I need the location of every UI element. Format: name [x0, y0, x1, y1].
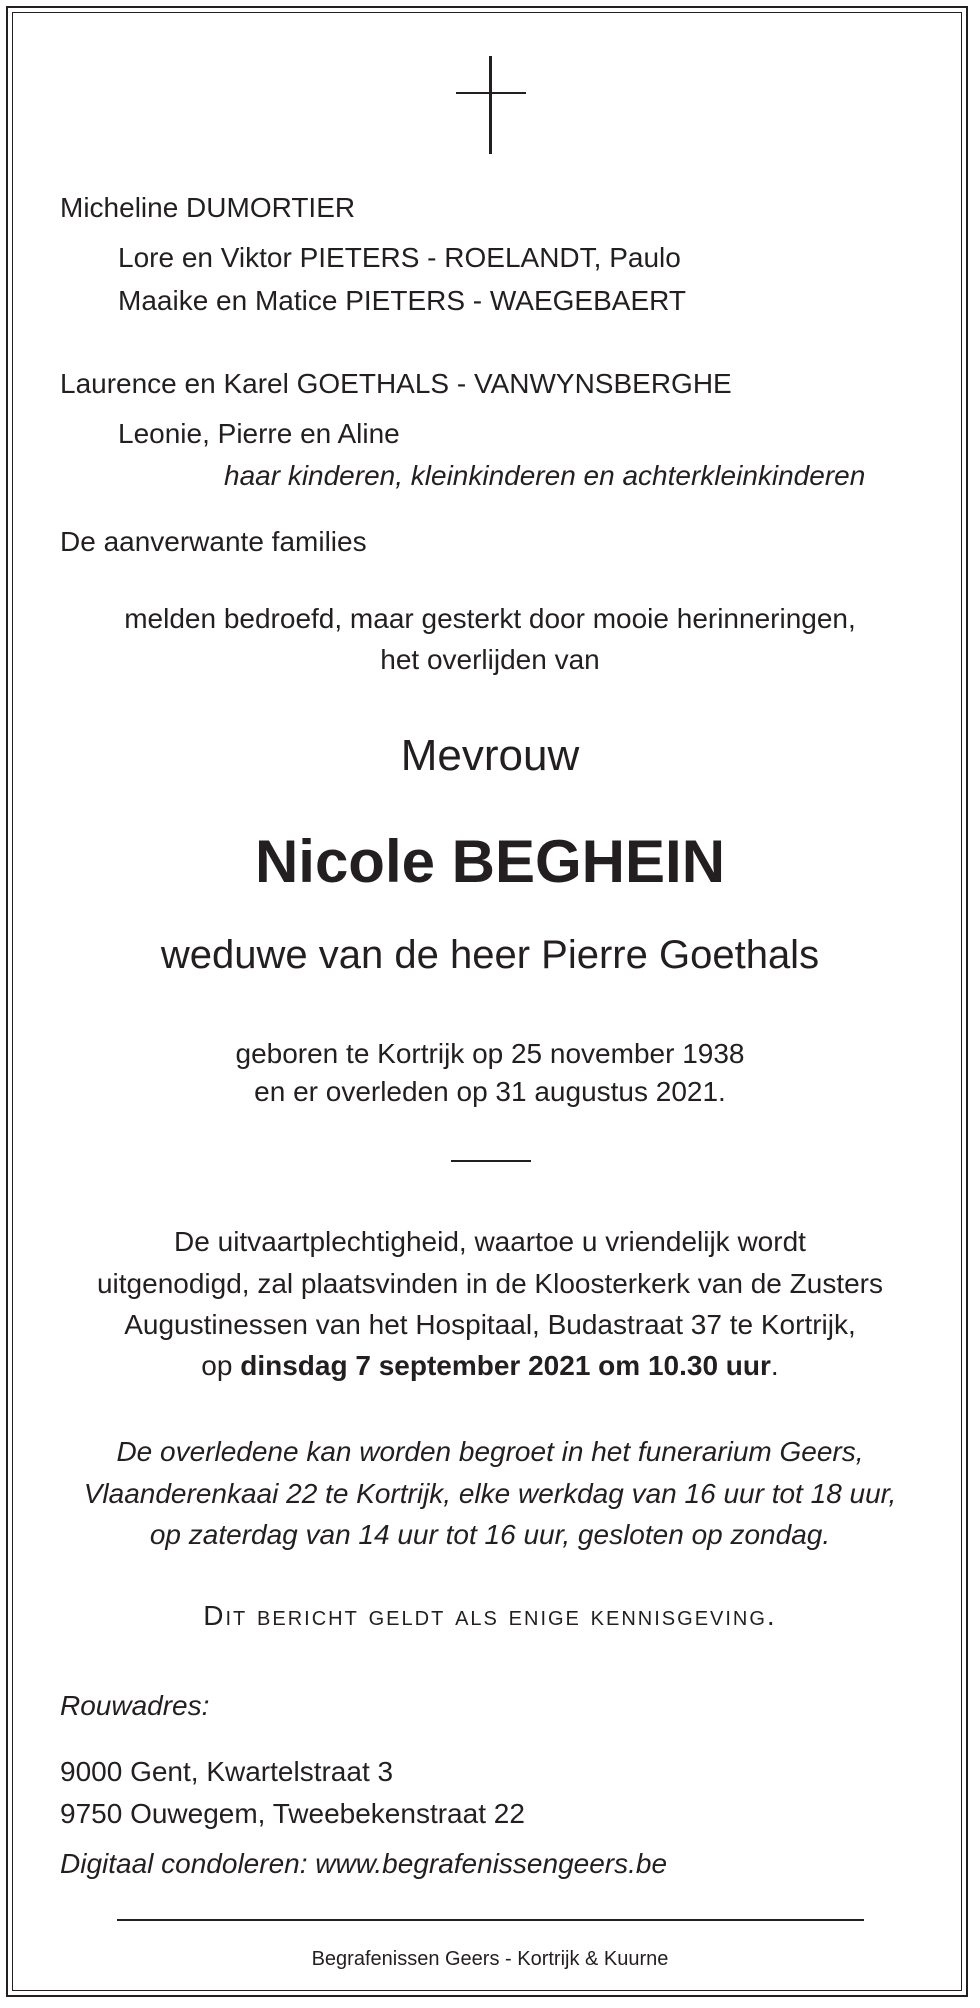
family-relation: haar kinderen, kleinkinderen en achterkleinkinderen: [224, 460, 866, 491]
visitation-line3: op zaterdag van 14 uur tot 16 uur, gesloten op zondag.: [149, 1519, 831, 1550]
relatives: De aanverwante families: [60, 526, 367, 557]
family-group1-head: Micheline DUMORTIER: [60, 192, 356, 223]
address-line2: 9750 Ouwegem, Tweebekenstraat 22: [60, 1798, 525, 1829]
funeral-line1: De uitvaartplechtigheid, waartoe u vriendelijk wordt: [174, 1226, 806, 1257]
cross-icon: [456, 56, 526, 154]
address-line1: 9000 Gent, Kwartelstraat 3: [60, 1756, 394, 1787]
announcement-line1: melden bedroefd, maar gesterkt door mooie herinneringen,: [124, 603, 856, 634]
funeral-line4: [0, 1348, 980, 1384]
salutation: Mevrouw: [400, 731, 580, 780]
deceased-name: Nicole BEGHEIN: [254, 828, 726, 895]
funeral-line3: Augustinessen van het Hospitaal, Budastraat 37 te Kortrijk,: [124, 1309, 856, 1340]
address-label: Rouwadres:: [60, 1690, 210, 1721]
footer-divider: [117, 1919, 864, 1921]
widow-of: weduwe van de heer Pierre Goethals: [160, 933, 820, 977]
born-line: geboren te Kortrijk op 25 november 1938: [235, 1038, 745, 1069]
condolences-line: Digitaal condoleren: www.begrafenissengeers.be: [60, 1848, 668, 1879]
announcement-line2: het overlijden van: [380, 644, 600, 675]
funeral-line2: uitgenodigd, zal plaatsvinden in de Kloosterkerk van de Zusters: [96, 1268, 884, 1299]
family-group2-child1: Leonie, Pierre en Aline: [118, 418, 400, 449]
family-group2-head: Laurence en Karel GOETHALS - VANWYNSBERGHE: [60, 368, 732, 399]
funeral-line4-suffix: .: [770, 1350, 779, 1381]
funeral-line4-prefix: op: [201, 1350, 241, 1381]
visitation-line2: Vlaanderenkaai 22 te Kortrijk, elke werkdag van 16 uur tot 18 uur,: [83, 1478, 897, 1509]
died-line: en er overleden op 31 augustus 2021.: [254, 1076, 726, 1107]
funeral-date: dinsdag 7 september 2021 om 10.30 uur: [240, 1350, 771, 1381]
visitation-line1: De overledene kan worden begroet in het funerarium Geers,: [116, 1436, 864, 1467]
footer-text: Begrafenissen Geers - Kortrijk & Kuurne: [311, 1948, 669, 1970]
family-group1-child2: Maaike en Matice PIETERS - WAEGEBAERT: [118, 285, 686, 316]
short-divider: [451, 1160, 531, 1162]
notice: Dit bericht geldt als enige kennisgeving.: [203, 1600, 777, 1631]
family-group1-child1: Lore en Viktor PIETERS - ROELANDT, Paulo: [118, 242, 681, 273]
